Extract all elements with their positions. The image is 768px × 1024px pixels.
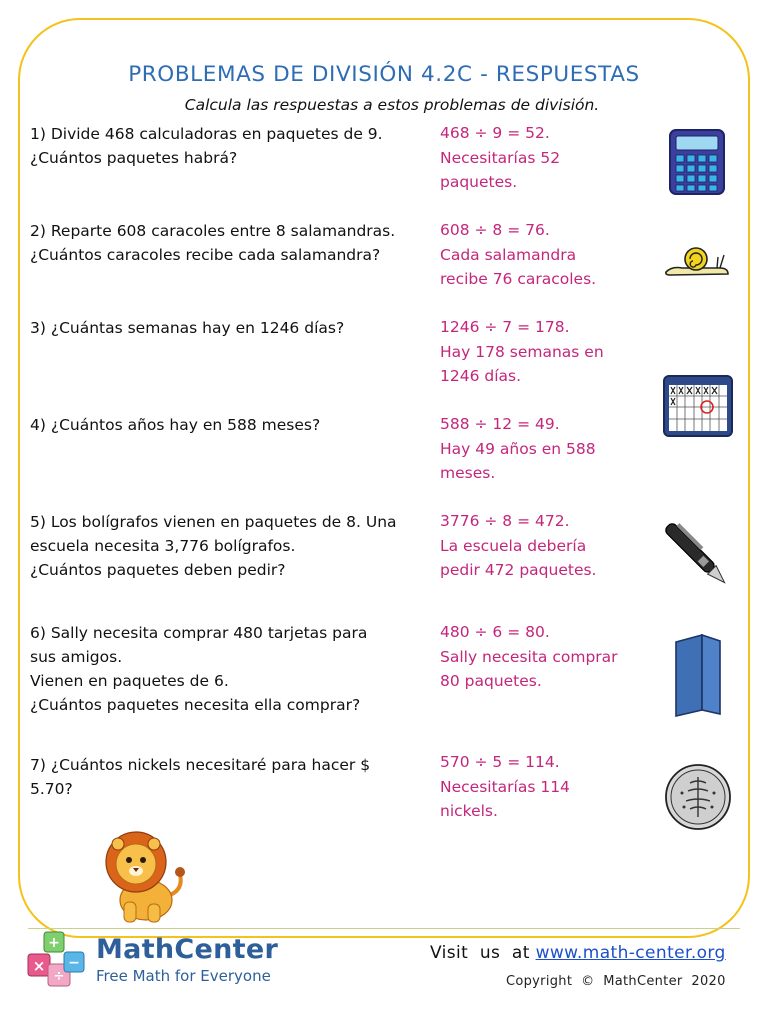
- answer-7-line: Necesitarías 114: [440, 777, 570, 796]
- card-icon: [672, 632, 724, 718]
- question-5-line: escuela necesita 3,776 bolígrafos.: [30, 537, 296, 555]
- answer-5: [440, 509, 650, 583]
- answer-6: [440, 620, 650, 694]
- page-subtitle: Calcula las respuestas a estos problemas de división.: [184, 96, 600, 114]
- question-1: [30, 122, 435, 170]
- answer-4-line: Hay 49 años en 588: [440, 439, 596, 458]
- calculator-icon: [668, 128, 726, 196]
- footer-divider: [28, 928, 740, 929]
- question-2: [30, 219, 435, 267]
- brand-tagline: Free Math for Everyone: [96, 967, 271, 985]
- visit-prefix: Visit us at: [430, 943, 530, 963]
- answer-6-line: 480 ÷ 6 = 80.: [440, 623, 550, 641]
- answer-3-line: Hay 178 semanas en: [440, 342, 604, 361]
- answer-1-line: 468 ÷ 9 = 52.: [440, 124, 550, 142]
- answer-7: [440, 750, 650, 824]
- svg-text:÷: ÷: [53, 969, 65, 984]
- question-6-line: ¿Cuántos paquetes necesita ella comprar?: [30, 696, 361, 714]
- question-4-line: 4) ¿Cuántos años hay en 588 meses?: [30, 416, 321, 434]
- answer-4-line: meses.: [440, 464, 496, 482]
- answer-5-line: 3776 ÷ 8 = 472.: [440, 512, 570, 530]
- question-5-line: 5) Los bolígrafos vienen en paquetes de 8. Una: [30, 513, 397, 531]
- coin-icon: [664, 763, 732, 831]
- question-6-line: sus amigos.: [30, 648, 123, 666]
- question-6-line: 6) Sally necesita comprar 480 tarjetas para: [30, 624, 368, 642]
- answer-7-line: nickels.: [440, 802, 498, 820]
- visit-line: [430, 943, 726, 963]
- svg-text:−: −: [68, 955, 80, 971]
- answer-2-line: Cada salamandra: [440, 245, 577, 264]
- lion-mascot-icon: [96, 826, 188, 924]
- question-2-line: ¿Cuántos caracoles recibe cada salamandra?: [30, 246, 381, 264]
- question-2-line: 2) Reparte 608 caracoles entre 8 salamandras.: [30, 222, 396, 240]
- copyright-text: Copyright © MathCenter 2020: [506, 974, 726, 989]
- snail-icon: [662, 244, 730, 278]
- question-7-line: 5.70?: [30, 780, 73, 798]
- question-5: [30, 510, 435, 582]
- answer-3-line: 1246 días.: [440, 367, 522, 385]
- website-link[interactable]: www.math-center.org: [535, 943, 726, 963]
- answer-6-line: Sally necesita comprar: [440, 647, 618, 666]
- question-3-line: 3) ¿Cuántas semanas hay en 1246 días?: [30, 319, 345, 337]
- question-7-line: 7) ¿Cuántos nickels necesitaré para hacer $: [30, 756, 371, 774]
- answer-2: [440, 218, 650, 292]
- answer-1-line: Necesitarías 52: [440, 148, 561, 167]
- dice-logo-icon: [26, 930, 88, 990]
- answer-3-line: 1246 ÷ 7 = 178.: [440, 318, 570, 336]
- answer-1-line: paquetes.: [440, 173, 518, 191]
- calendar-icon: [662, 374, 734, 438]
- svg-text:+: +: [48, 935, 60, 951]
- question-4: [30, 413, 435, 437]
- answer-4-line: 588 ÷ 12 = 49.: [440, 415, 560, 433]
- question-7: [30, 753, 435, 801]
- answer-7-line: 570 ÷ 5 = 114.: [440, 753, 560, 771]
- question-3: [30, 316, 435, 340]
- answer-5-line: pedir 472 paquetes.: [440, 561, 597, 579]
- answer-4: [440, 412, 650, 486]
- answer-3: [440, 315, 650, 389]
- pen-icon: [658, 518, 736, 592]
- question-5-line: ¿Cuántos paquetes deben pedir?: [30, 561, 286, 579]
- answer-2-line: recibe 76 caracoles.: [440, 270, 597, 288]
- answer-1: [440, 121, 650, 195]
- question-1-line: ¿Cuántos paquetes habrá?: [30, 149, 238, 167]
- question-6-line: Vienen en paquetes de 6.: [30, 672, 229, 690]
- brand-name: MathCenter: [96, 934, 279, 965]
- answer-5-line: La escuela debería: [440, 536, 587, 555]
- answer-6-line: 80 paquetes.: [440, 672, 542, 690]
- question-6: [30, 621, 435, 717]
- svg-text:×: ×: [32, 957, 46, 975]
- answer-2-line: 608 ÷ 8 = 76.: [440, 221, 550, 239]
- question-1-line: 1) Divide 468 calculadoras en paquetes de 9.: [30, 125, 383, 143]
- page-title: PROBLEMAS DE DIVISIÓN 4.2C - RESPUESTAS: [128, 62, 640, 87]
